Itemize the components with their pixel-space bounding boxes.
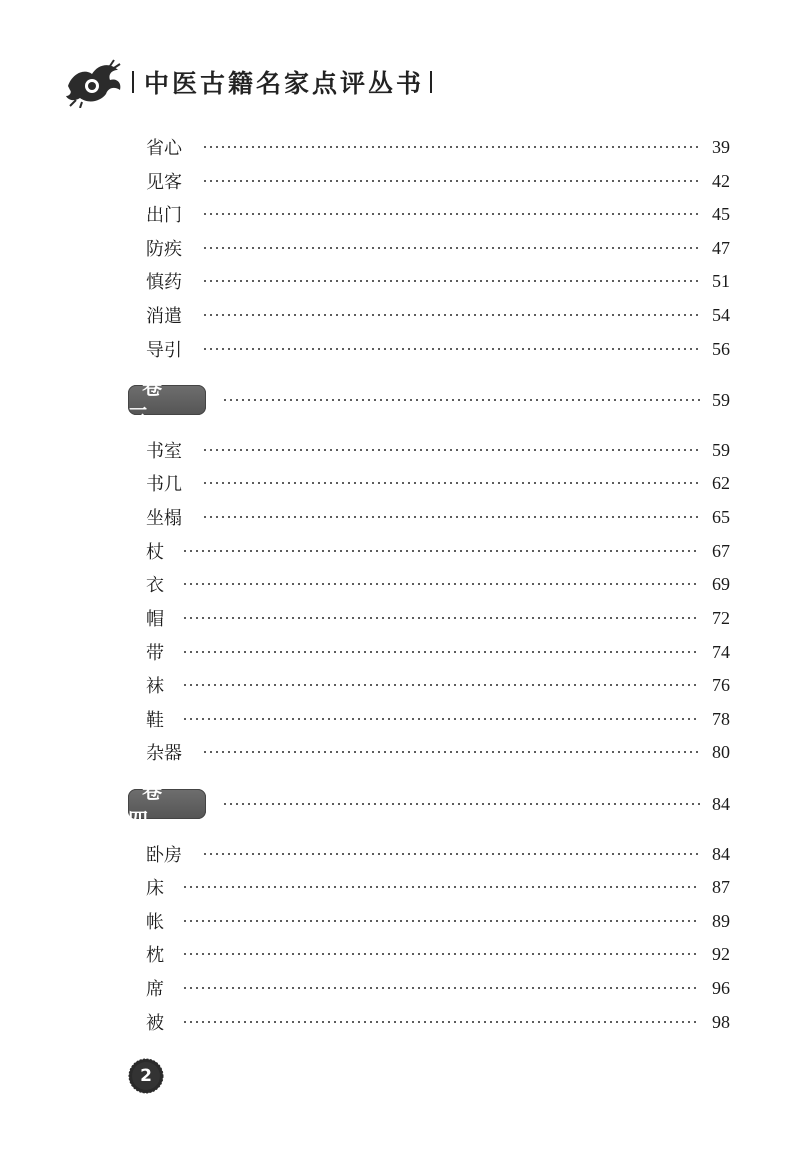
toc-entry[interactable] [146, 266, 730, 296]
leader-dots [202, 180, 698, 182]
leader-dots [202, 853, 698, 855]
leader-dots [182, 718, 698, 720]
toc-entry[interactable] [146, 737, 730, 767]
toc-entry-label: 书室 [146, 441, 182, 462]
leader-dots [202, 314, 698, 316]
dragon-icon [62, 56, 126, 108]
toc-entry-page: 98 [712, 1011, 730, 1032]
leader-dots [182, 953, 698, 955]
toc-section-juan-4[interactable] [128, 779, 730, 832]
leader-dots [202, 482, 698, 484]
toc-entry-page: 56 [712, 338, 730, 359]
toc-entry[interactable] [146, 872, 730, 902]
toc-entry[interactable] [146, 502, 730, 532]
leader-dots [202, 247, 698, 249]
toc-entry[interactable] [146, 536, 730, 566]
toc-entry-label: 衣 [146, 575, 164, 596]
toc-entry-label: 见客 [146, 172, 182, 193]
leader-dots [182, 684, 698, 686]
toc-entry-page: 72 [712, 607, 730, 628]
toc-entry[interactable] [146, 906, 730, 936]
toc-entry-page: 39 [712, 136, 730, 157]
toc-entry[interactable] [146, 300, 730, 330]
leader-dots [202, 449, 698, 451]
toc-entry-label: 慎药 [146, 272, 182, 293]
series-title: 中医古籍名家点评丛书 [144, 69, 425, 98]
toc-entry-page: 89 [712, 910, 730, 931]
toc-entry-label: 被 [146, 1013, 164, 1034]
toc-entry-label: 卧房 [146, 845, 182, 866]
toc-entry[interactable] [146, 166, 730, 196]
toc-entry-page: 62 [712, 472, 730, 493]
toc-entry[interactable] [146, 704, 730, 734]
toc-entry[interactable] [146, 670, 730, 700]
leader-dots [202, 213, 698, 215]
toc-entry-label: 出门 [146, 205, 182, 226]
toc-entry-label: 省心 [146, 138, 182, 159]
leader-dots [222, 803, 702, 805]
leader-dots [182, 617, 698, 619]
leader-dots [202, 516, 698, 518]
toc-entry[interactable] [146, 233, 730, 263]
section-badge: 卷三 [128, 385, 206, 415]
toc-entry-page: 76 [712, 674, 730, 695]
toc-entry-label: 床 [146, 878, 164, 899]
toc-entry-page: 42 [712, 170, 730, 191]
title-divider-right [430, 71, 432, 93]
leader-dots [222, 399, 702, 401]
toc-entry-label: 鞋 [146, 710, 164, 731]
toc-entry[interactable] [146, 132, 730, 162]
leader-dots [202, 280, 698, 282]
toc-entry[interactable] [146, 839, 730, 869]
leader-dots [182, 651, 698, 653]
toc-section-juan-3[interactable] [128, 375, 730, 428]
toc-entry-page: 78 [712, 708, 730, 729]
toc-entry-label: 坐榻 [146, 508, 182, 529]
toc-entry-label: 枕 [146, 945, 164, 966]
toc-entry-label: 席 [146, 979, 164, 1000]
toc-entry[interactable] [146, 569, 730, 599]
toc-entry-label: 杖 [146, 542, 164, 563]
toc-entry-label: 防疾 [146, 239, 182, 260]
toc-entry-page: 59 [712, 439, 730, 460]
toc-entry-page: 80 [712, 741, 730, 762]
toc-entry[interactable] [146, 468, 730, 498]
toc-entry[interactable] [146, 334, 730, 364]
leader-dots [182, 550, 698, 552]
title-divider-left [132, 71, 134, 93]
toc-entry[interactable] [146, 637, 730, 667]
leader-dots [182, 987, 698, 989]
page-number: 2 [140, 1066, 152, 1086]
toc-entry-page: 87 [712, 876, 730, 897]
toc-entry-label: 书几 [146, 474, 182, 495]
toc-entry[interactable] [146, 973, 730, 1003]
toc-entry-label: 袜 [146, 676, 164, 697]
leader-dots [202, 751, 698, 753]
leader-dots [202, 146, 698, 148]
leader-dots [182, 583, 698, 585]
toc-entry-page: 74 [712, 641, 730, 662]
toc-entry[interactable] [146, 199, 730, 229]
toc-entry[interactable] [146, 1007, 730, 1037]
section-page: 59 [712, 389, 730, 410]
leader-dots [182, 886, 698, 888]
toc-entry-page: 51 [712, 270, 730, 291]
leader-dots [202, 348, 698, 350]
page-number-badge [128, 1058, 164, 1094]
toc-entry[interactable] [146, 939, 730, 969]
toc-entry-page: 65 [712, 506, 730, 527]
section-badge: 卷四 [128, 789, 206, 819]
toc-entry-label: 杂器 [146, 743, 182, 764]
toc-entry-label: 帽 [146, 609, 164, 630]
toc-entry-page: 47 [712, 237, 730, 258]
toc-entry[interactable] [146, 603, 730, 633]
leader-dots [182, 1021, 698, 1023]
toc-entry-page: 45 [712, 203, 730, 224]
toc-entry-label: 带 [146, 643, 164, 664]
toc-entry-page: 92 [712, 943, 730, 964]
section-page: 84 [712, 793, 730, 814]
toc-entry-label: 帐 [146, 912, 164, 933]
toc-entry-page: 69 [712, 573, 730, 594]
toc-entry[interactable] [146, 435, 730, 465]
toc-entry-page: 54 [712, 304, 730, 325]
toc-entry-page: 84 [712, 843, 730, 864]
toc-entry-page: 67 [712, 540, 730, 561]
leader-dots [182, 920, 698, 922]
toc-entry-page: 96 [712, 977, 730, 998]
header [62, 56, 438, 108]
toc-entry-label: 导引 [146, 340, 182, 361]
toc-entry-label: 消遣 [146, 306, 182, 327]
